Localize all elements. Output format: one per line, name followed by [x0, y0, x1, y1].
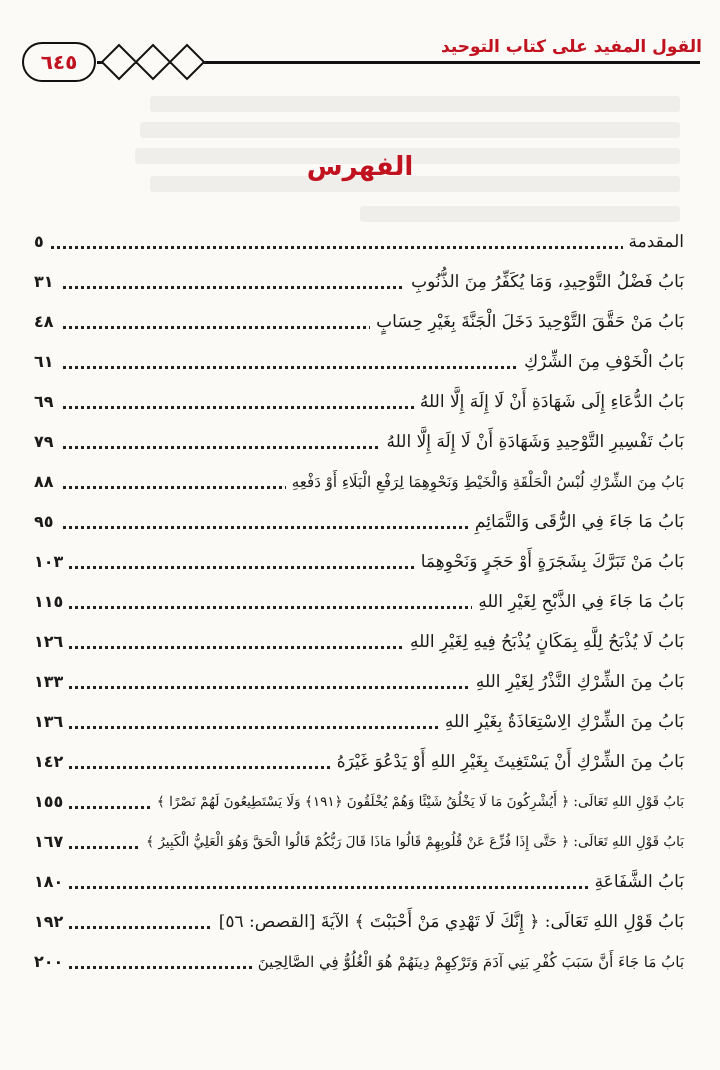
- toc-entry: [34, 944, 684, 976]
- toc-entry-title: المقدمة: [623, 230, 684, 254]
- toc-entry-title: بَابُ قَوْلِ اللهِ تَعَالَى: ﴿ أَيُشْرِكُونَ مَا لَا يَخْلُقُ شَيْئًا وَهُمْ يُخْلَقُونَ ﴿١٩١﴾ وَلَا يَسْتَطِيعُونَ لَهُمْ نَصْرًا ﴾: [151, 790, 684, 814]
- page-number-frame: [22, 42, 96, 82]
- toc-entry-title: بَابُ تَفْسِيرِ التَّوْحِيدِ وَشَهَادَةِ أَنْ لَا إِلَهَ إِلَّا اللهُ: [381, 430, 684, 454]
- toc-entry-page: ٤٨: [34, 310, 60, 334]
- leader-dots: [38, 886, 684, 889]
- toc-entry-title: بَابُ الْخَوْفِ مِنَ الشِّرْكِ: [518, 350, 684, 374]
- book-title: القول المفيد على كتاب التوحيد: [433, 36, 702, 58]
- toc-entry-page: ١٣٦: [34, 710, 69, 734]
- toc-entry-title: بَابُ مِنَ الشِّرْكِ أَنْ يَسْتَغِيثَ بِغَيْرِ اللهِ أَوْ يَدْعُوَ غَيْرَهُ: [331, 750, 684, 774]
- toc-entry-page: ٧٩: [34, 430, 60, 454]
- toc-entry: [34, 504, 684, 536]
- toc-entry-page: ٣١: [34, 270, 60, 294]
- toc-entry-title: بَابُ فَضْلُ التَّوْحِيدِ، وَمَا يُكَفِّرُ مِنَ الذُّنُوبِ: [405, 270, 684, 294]
- toc-entry-title: بَابُ مَا جَاءَ أَنَّ سَبَبَ كُفْرِ بَنِي آدَمَ وَتَرْكِهِمْ دِينَهُمْ هُوَ الْغُلُوُّ فِي الصَّالِحِينَ: [252, 950, 684, 974]
- toc-entry: [34, 424, 684, 456]
- toc-entry-title: بَابُ قَوْلِ اللهِ تَعَالَى: ﴿ حَتَّى إِذَا فُزِّعَ عَنْ قُلُوبِهِمْ قَالُوا مَاذَا قَالَ رَبُّكُمْ قَالُوا الْحَقَّ وَهُوَ الْعَلِيُّ الْكَبِيرُ ﴾: [140, 830, 684, 854]
- toc-entry-page: ١٥٥: [34, 790, 69, 814]
- toc-entry-page: ١٣٣: [34, 670, 69, 694]
- toc-entry-page: ١١٥: [34, 590, 69, 614]
- toc-entry: [34, 464, 684, 496]
- toc-entry-page: ٥: [34, 230, 50, 254]
- toc-entry-page: ٦١: [34, 350, 60, 374]
- toc-entry-page: ١٢٦: [34, 630, 69, 654]
- toc-entry: [34, 904, 684, 936]
- toc-entry: [34, 744, 684, 776]
- toc-entry: [34, 624, 684, 656]
- toc-entry-page: ١٨٠: [34, 870, 69, 894]
- toc-entry-page: ١٠٣: [34, 550, 69, 574]
- diamond-ornament-icon: [101, 44, 138, 81]
- toc-entry-title: بَابُ مَا جَاءَ فِي الرُّقَى وَالتَّمَائِمِ: [469, 510, 684, 534]
- toc-entry-page: ٩٥: [34, 510, 60, 534]
- toc-entry: [34, 344, 684, 376]
- toc-entry: [34, 664, 684, 696]
- page-header: [22, 38, 702, 86]
- diamond-ornament-icon: [135, 44, 172, 81]
- bleed-through-line: [150, 96, 680, 112]
- toc-entry: [34, 784, 684, 816]
- toc-entry-title: بَابُ مِنَ الشِّرْكِ الِاسْتِعَاذَةُ بِغَيْرِ اللهِ: [439, 710, 684, 734]
- toc-entry: [34, 224, 684, 256]
- toc-entry: [34, 264, 684, 296]
- toc-entry-title: بَابُ مِنَ الشِّرْكِ النَّذْرُ لِغَيْرِ اللهِ: [470, 670, 684, 694]
- toc-entry: [34, 304, 684, 336]
- toc-entry-page: ٨٨: [34, 470, 60, 494]
- toc-entry-title: بَابُ مَنْ تَبَرَّكَ بِشَجَرَةٍ أَوْ حَجَرٍ وَنَحْوِهِمَا: [415, 550, 684, 574]
- toc-entry-page: ١٤٢: [34, 750, 69, 774]
- toc-entry-title: بَابُ الشَّفَاعَةِ: [589, 870, 684, 894]
- diamond-ornament-icon: [169, 44, 206, 81]
- toc-entry-title: بَابُ لَا يُذْبَحُ لِلَّهِ بِمَكَانٍ يُذْبَحُ فِيهِ لِغَيْرِ اللهِ: [404, 630, 684, 654]
- page-number: ٦٤٥: [22, 42, 96, 82]
- toc-entry: [34, 584, 684, 616]
- index-title: الفهرس: [306, 152, 414, 182]
- leader-dots: [38, 246, 684, 249]
- toc-entry-title: بَابُ مَنْ حَقَّقَ التَّوْحِيدَ دَخَلَ الْجَنَّةَ بِغَيْرِ حِسَابٍ: [370, 310, 684, 334]
- toc-entry-title: بَابُ الدُّعَاءِ إِلَى شَهَادَةِ أَنْ لَا إِلَهَ إِلَّا اللهُ: [414, 390, 684, 414]
- bleed-through-line: [140, 122, 680, 138]
- toc-entry-title: بَابُ مِنَ الشِّرْكِ لُبْسُ الْحَلْقَةِ وَالْخَيْطِ وَنَحْوِهِمَا لِرَفْعِ الْبَلَاءِ أَوْ دَفْعِهِ: [286, 470, 684, 494]
- toc-entry: [34, 384, 684, 416]
- toc-entry-title: بَابُ قَوْلِ اللهِ تَعَالَى: ﴿ إِنَّكَ لَا تَهْدِي مَنْ أَحْبَبْتَ ﴾ الآيَةَ [القصص: ٥٦]: [213, 910, 684, 934]
- toc-entry-title: بَابُ مَا جَاءَ فِي الذَّبْحِ لِغَيْرِ اللهِ: [472, 590, 684, 614]
- toc-entry: [34, 824, 684, 856]
- bleed-through-line: [360, 206, 680, 222]
- toc-entry-page: ١٦٧: [34, 830, 69, 854]
- toc-entry-page: ١٩٢: [34, 910, 69, 934]
- toc-entry: [34, 864, 684, 896]
- toc-entry-page: ٦٩: [34, 390, 60, 414]
- toc-entry: [34, 704, 684, 736]
- toc-entry-page: ٢٠٠: [34, 950, 69, 974]
- toc-entry: [34, 544, 684, 576]
